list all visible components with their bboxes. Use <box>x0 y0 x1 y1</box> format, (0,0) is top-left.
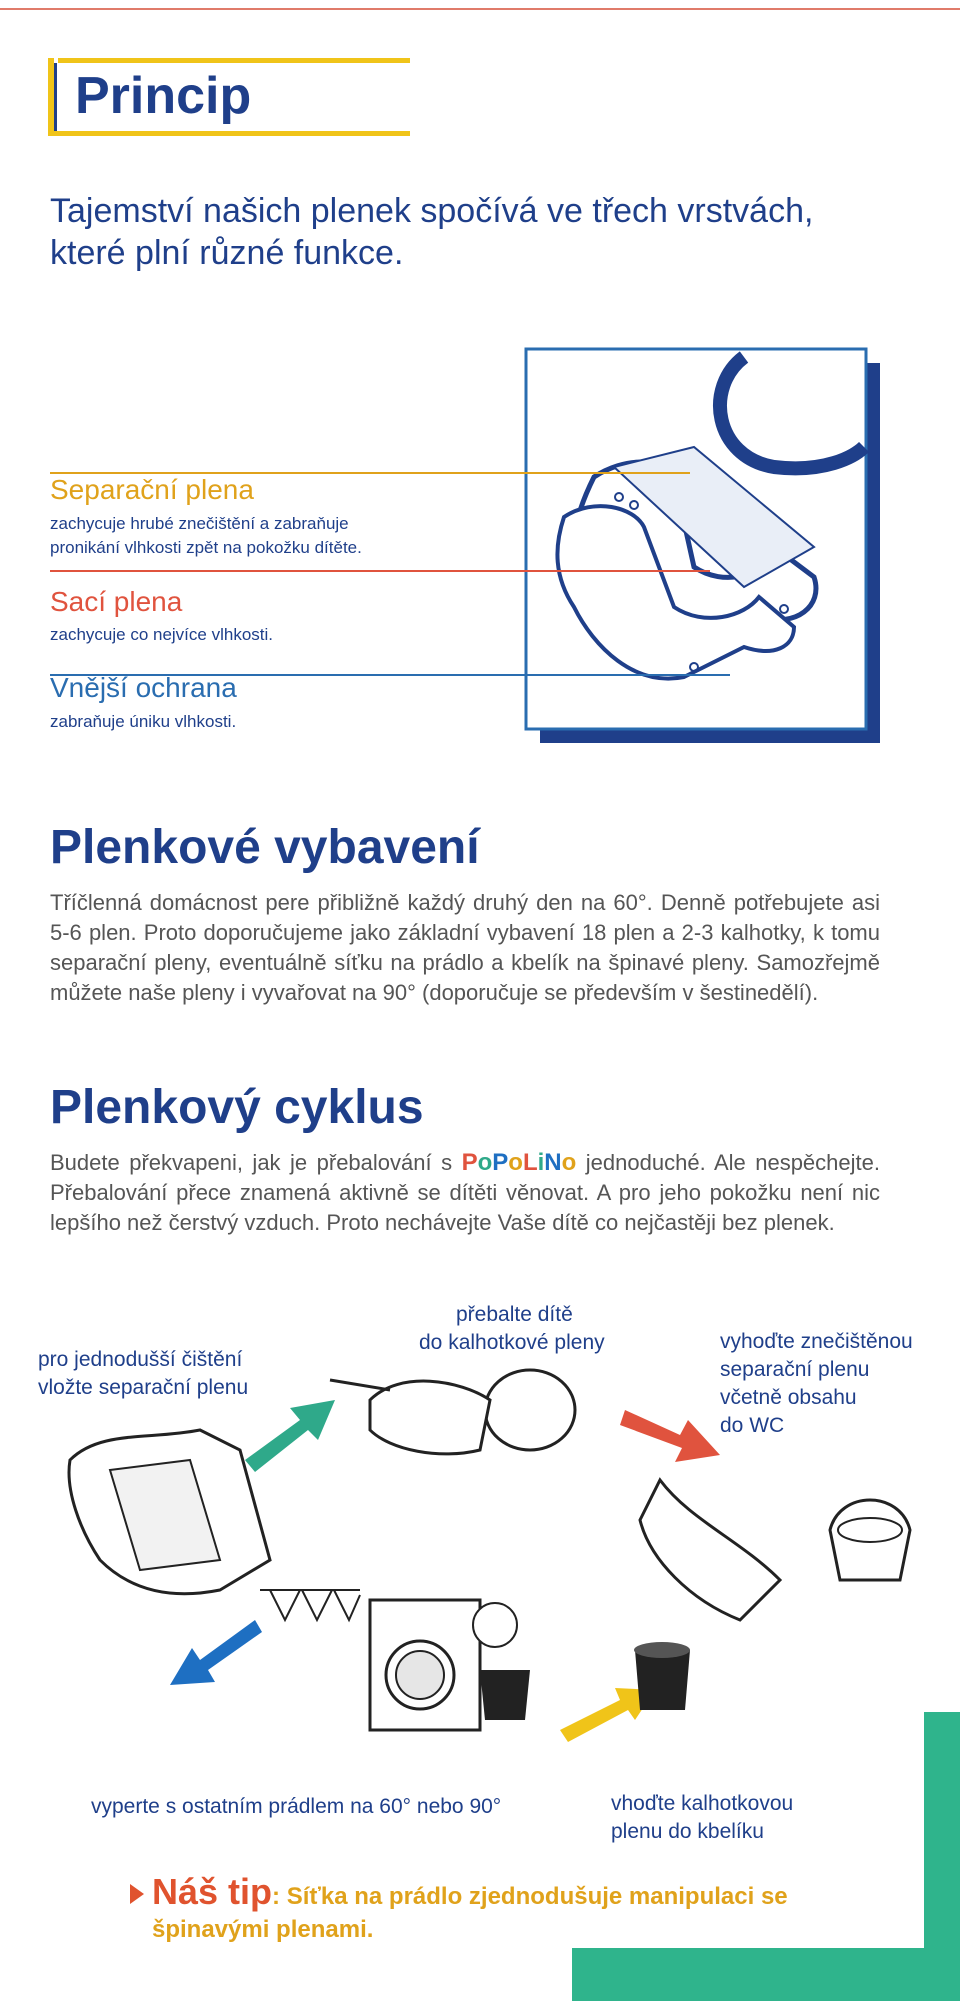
arrow-teal <box>245 1400 335 1472</box>
layer-separation-desc-2: pronikání vlhkosti zpět na pokožku dítěte. <box>50 538 362 557</box>
step1-caption-2: vložte separační plenu <box>38 1376 249 1399</box>
cycle-text-before: Budete překvapeni, jak je přebalování s <box>50 1150 453 1175</box>
arrow-blue <box>170 1620 262 1685</box>
arrow-red <box>620 1410 720 1462</box>
layer-outer-desc: zabraňuje úniku vlhkosti. <box>50 712 237 731</box>
step3-caption-1: vyhoďte znečištěnou <box>720 1330 913 1353</box>
step5-caption: vyperte s ostatním prádlem na 60° nebo 90° <box>91 1795 502 1818</box>
step1-caption-1: pro jednodušší čištění <box>38 1348 243 1371</box>
step3-caption-4: do WC <box>720 1414 785 1437</box>
step3-caption-2: separační plenu <box>720 1358 870 1381</box>
step2-caption-2: do kalhotkové pleny <box>419 1331 605 1354</box>
tip-box <box>152 1871 892 1946</box>
cycle-text <box>50 1148 880 1238</box>
intro-text: Tajemství našich plenek spočívá ve třech vrstvách, které plní různé funkce. <box>50 192 814 272</box>
title-frame-top <box>58 58 410 63</box>
title-frame-accent <box>54 63 57 131</box>
tip-label: Náš tip <box>152 1871 273 1912</box>
step2-caption-1: přebalte dítě <box>456 1303 573 1326</box>
popolino-logo: PoPoLiNo <box>461 1149 577 1176</box>
equipment-text: Tříčlenná domácnost pere přibližně každý druhý den na 60°. Denně potřebujete asi 5-6 plen. Proto doporučujeme jako základní vybavení 18 plen a 2-3 kalhotky, k tomu separační pleny, eventuálně síťku na prádlo a kbelík na špinavé pleny. Samozřejmě můžete naše pleny i vyvařovat na 90° (doporučuje se především v šestinedělí). <box>50 890 880 1005</box>
layer-absorb-title: Sací plena <box>50 586 183 617</box>
title-frame-bottom <box>48 131 410 136</box>
diaper-layers-illustration <box>524 347 884 747</box>
step4-caption-2: plenu do kbelíku <box>611 1820 764 1843</box>
layer-separation-title: Separační plena <box>50 474 254 505</box>
page-title: Princip <box>75 67 252 125</box>
layer-absorb-desc: zachycuje co nejvíce vlhkosti. <box>50 625 273 644</box>
top-rule <box>0 8 960 10</box>
corner-accent-horizontal <box>572 1948 960 2001</box>
cycle-heading: Plenkový cyklus <box>50 1081 424 1134</box>
layer-separation-desc-1: zachycuje hrubé znečištění a zabraňuje <box>50 514 349 533</box>
step4-caption-1: vhoďte kalhotkovou <box>611 1792 794 1815</box>
tip-arrow-icon <box>130 1884 144 1904</box>
step3-caption-3: včetně obsahu <box>720 1386 857 1409</box>
cycle-text-after: jednoduché. Ale nespěchejte. Přebalování přece znamená aktivně se dítěti věnovat. A pro jeho pokožku není nic lepšího než čerstvý vzduch. Proto nechávejte Vaše dítě co nejčastěji bez plenek. <box>50 1150 880 1235</box>
equipment-heading: Plenkové vybavení <box>50 821 480 874</box>
layer-outer-title: Vnější ochrana <box>50 672 237 703</box>
leader-line-absorb <box>50 570 710 572</box>
tip-text: : Síťka na prádlo zjednodušuje manipulaci se špinavými plenami. <box>152 1883 788 1943</box>
